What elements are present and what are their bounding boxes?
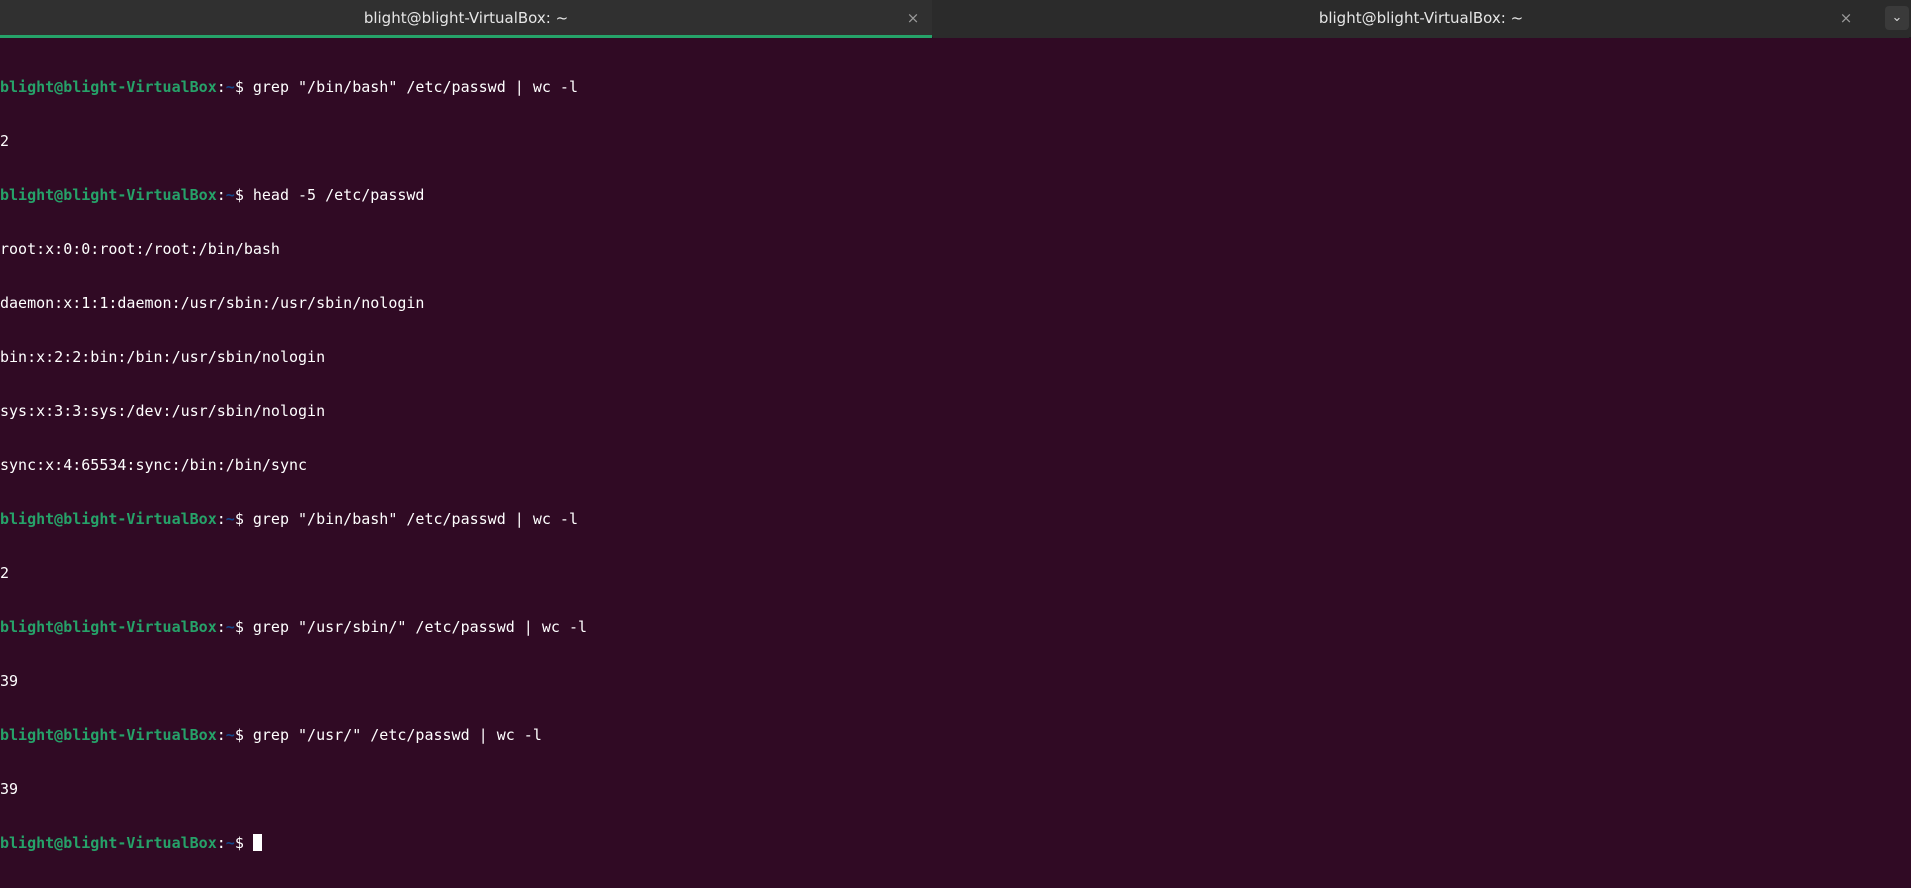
output-line: 39: [0, 672, 19, 690]
command-text: grep "/usr/" /etc/passwd | wc -l: [252, 726, 542, 744]
prompt-symbol: $: [234, 186, 253, 204]
prompt-user-host: blight@blight-VirtualBox: [0, 834, 217, 852]
text-cursor: [253, 834, 262, 851]
close-icon[interactable]: ×: [906, 9, 920, 27]
chevron-down-icon[interactable]: ⌄: [1885, 6, 1909, 30]
terminal-output[interactable]: [0, 42, 1911, 852]
command-line: [0, 510, 1911, 528]
prompt-symbol: $: [234, 834, 253, 852]
command-line: [0, 186, 1911, 204]
prompt-colon: :: [216, 618, 226, 636]
command-text: grep "/usr/sbin/" /etc/passwd | wc -l: [252, 618, 588, 636]
output-line: 2: [0, 132, 10, 150]
output-line: sys:x:3:3:sys:/dev:/usr/sbin/nologin: [0, 402, 326, 420]
prompt-colon: :: [216, 726, 226, 744]
command-text: head -5 /etc/passwd: [252, 186, 425, 204]
prompt-path: ~: [225, 78, 235, 96]
tab-title: blight@blight-VirtualBox: ~: [1318, 9, 1524, 27]
tab-terminal-2[interactable]: [933, 0, 1909, 38]
prompt-symbol: $: [234, 78, 253, 96]
output-line: 39: [0, 780, 19, 798]
prompt-user-host: blight@blight-VirtualBox: [0, 78, 217, 96]
prompt-colon: :: [216, 78, 226, 96]
prompt-user-host: blight@blight-VirtualBox: [0, 618, 217, 636]
prompt-symbol: $: [234, 510, 253, 528]
prompt-colon: :: [216, 186, 226, 204]
prompt-user-host: blight@blight-VirtualBox: [0, 726, 217, 744]
prompt-path: ~: [225, 618, 235, 636]
prompt-path: ~: [225, 834, 235, 852]
output-line: daemon:x:1:1:daemon:/usr/sbin:/usr/sbin/nologin: [0, 294, 425, 312]
command-line: [0, 726, 1911, 744]
prompt-colon: :: [216, 510, 226, 528]
prompt-user-host: blight@blight-VirtualBox: [0, 510, 217, 528]
tab-title: blight@blight-VirtualBox: ~: [363, 9, 569, 27]
command-line: [0, 78, 1911, 96]
tab-terminal-1[interactable]: [0, 0, 932, 38]
prompt-path: ~: [225, 726, 235, 744]
prompt-path: ~: [225, 186, 235, 204]
tab-bar: [0, 0, 1911, 38]
output-line: sync:x:4:65534:sync:/bin:/bin/sync: [0, 456, 308, 474]
output-line: root:x:0:0:root:/root:/bin/bash: [0, 240, 280, 258]
command-line: [0, 618, 1911, 636]
output-line: bin:x:2:2:bin:/bin:/usr/sbin/nologin: [0, 348, 326, 366]
output-line: 2: [0, 564, 10, 582]
command-text: grep "/bin/bash" /etc/passwd | wc -l: [252, 510, 578, 528]
close-icon[interactable]: ×: [1839, 9, 1853, 27]
prompt-symbol: $: [234, 726, 253, 744]
prompt-symbol: $: [234, 618, 253, 636]
prompt-colon: :: [216, 834, 226, 852]
command-text: grep "/bin/bash" /etc/passwd | wc -l: [252, 78, 578, 96]
prompt-user-host: blight@blight-VirtualBox: [0, 186, 217, 204]
command-line: [0, 834, 1911, 852]
prompt-path: ~: [225, 510, 235, 528]
